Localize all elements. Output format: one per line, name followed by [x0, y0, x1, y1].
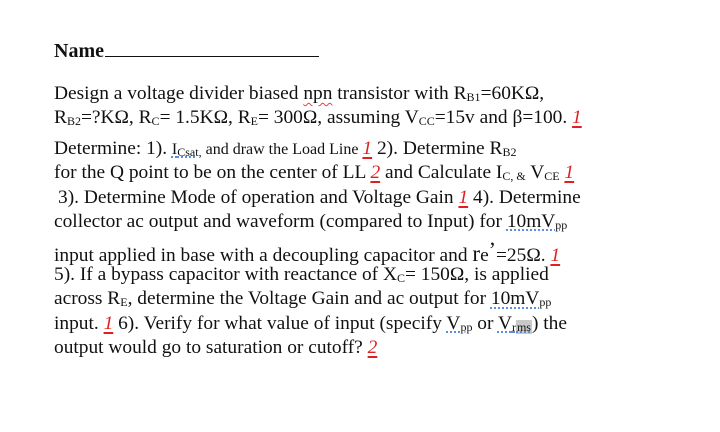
points-mark: 2	[367, 336, 378, 358]
problem-statement	[54, 82, 654, 360]
problem-line-1: Design a voltage divider biased npn transistor with RB1=60KΩ,	[54, 83, 545, 104]
problem-line-4: for the Q point to be on the center of LL 2 and Calculate IC, & VCE 1	[54, 162, 575, 184]
problem-line-3: Determine: 1). ICsat, and draw the Load Line 1 2). Determine RB2	[54, 137, 517, 159]
spellcheck-word-npn: npn	[303, 83, 333, 104]
points-mark: 1	[572, 107, 582, 129]
problem-line-6: collector ac output and waveform (compared to Input) for 10mVpp	[54, 210, 568, 232]
text-selection-highlight: ms	[516, 319, 531, 334]
points-mark: 1	[362, 137, 373, 159]
spellcheck-word-mvpp-2: 10mVpp	[490, 288, 552, 310]
name-field	[54, 38, 319, 63]
points-mark: 1	[103, 312, 114, 334]
name-blank-line	[105, 38, 319, 57]
points-mark: 1	[458, 186, 469, 208]
points-mark: 1	[550, 245, 561, 267]
spellcheck-word-vpp: Vpp	[446, 312, 473, 334]
problem-line-5: 3). Determine Mode of operation and Voltage Gain 1 4). Determine	[58, 186, 581, 208]
problem-line-10: input. 1 6). Verify for what value of input (specify Vpp or Vrms) the	[54, 312, 567, 334]
spellcheck-word-vrms: Vrms	[497, 312, 531, 334]
problem-line-7: input applied in base with a decoupling capacitor and re’=25Ω. 1	[54, 237, 561, 267]
problem-line-9: across RE, determine the Voltage Gain and ac output for 10mVpp	[54, 288, 552, 310]
spellcheck-word-icsat: ICsat,	[171, 140, 202, 159]
points-mark: 1	[564, 162, 575, 184]
points-mark: 2	[370, 162, 381, 184]
problem-line-2: RB2=?KΩ, RC= 1.5KΩ, RE= 300Ω, assuming VCC=15v and β=100. 1	[54, 107, 582, 129]
problem-line-11: output would go to saturation or cutoff? 2	[54, 336, 378, 358]
spellcheck-word-mvpp: 10mVpp	[506, 210, 568, 232]
name-label: Name	[54, 40, 104, 62]
problem-line-8: 5). If a bypass capacitor with reactance of XC= 150Ω, is applied	[54, 263, 549, 285]
